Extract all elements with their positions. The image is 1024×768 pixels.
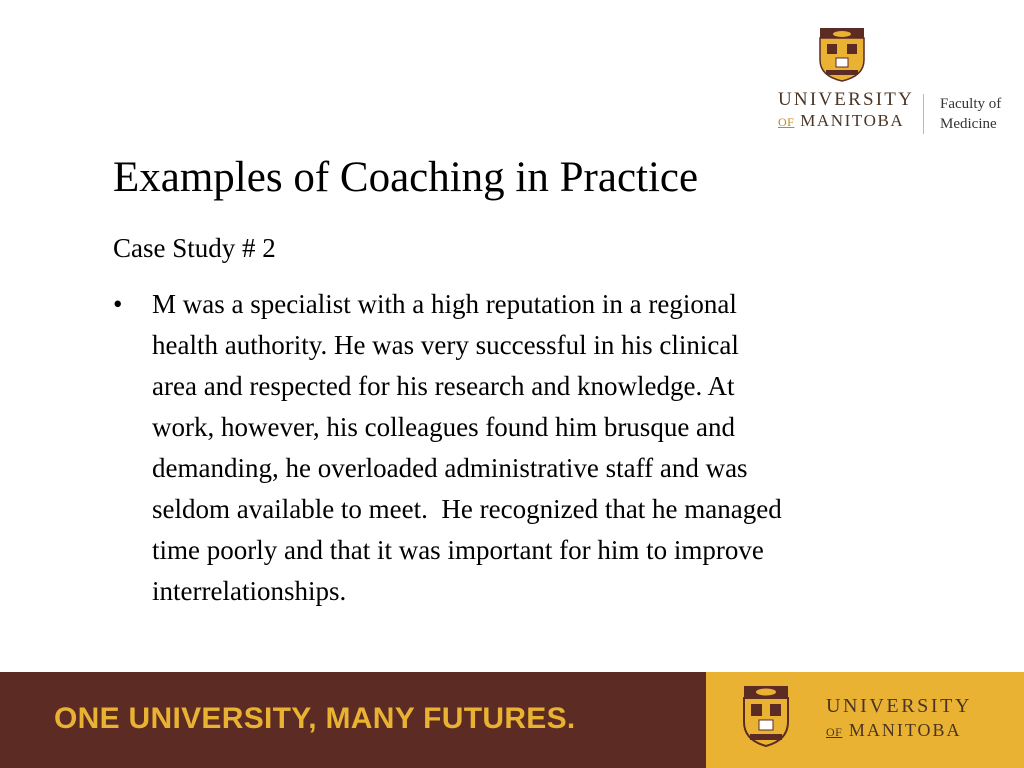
manitoba-text: MANITOBA bbox=[800, 111, 905, 130]
university-name: UNIVERSITY bbox=[778, 89, 914, 110]
footer-university-wordmark bbox=[826, 694, 972, 744]
bullet-line: work, however, his colleagues found him brusque and bbox=[152, 412, 736, 442]
bullet-line: interrelationships. bbox=[152, 576, 347, 606]
faculty-line-1: Faculty of bbox=[940, 96, 1002, 112]
logo-divider bbox=[923, 94, 924, 134]
footer-of-text: OF bbox=[826, 725, 843, 739]
bullet-line: time poorly and that it was important for him to improve bbox=[152, 535, 764, 565]
university-crest-icon bbox=[742, 684, 790, 748]
footer-university-name: UNIVERSITY bbox=[826, 695, 972, 717]
bullet-line: M was a specialist with a high reputation in a regional bbox=[152, 289, 737, 319]
faculty-name bbox=[940, 94, 1001, 134]
bullet-line: seldom available to meet. He recognized that he managed bbox=[152, 494, 782, 524]
university-wordmark bbox=[778, 89, 914, 133]
university-crest-icon bbox=[818, 26, 866, 82]
bullet-line: health authority. He was very successful in his clinical bbox=[152, 330, 739, 360]
university-logo-top bbox=[778, 26, 1018, 136]
slide-subtitle: Case Study # 2 bbox=[113, 233, 276, 263]
footer-manitoba-text: MANITOBA bbox=[848, 720, 962, 740]
manitoba-line bbox=[778, 110, 908, 133]
footer-logo-panel bbox=[706, 672, 1024, 768]
footer-banner bbox=[0, 672, 1024, 768]
bullet-line: demanding, he overloaded administrative staff and was bbox=[152, 453, 748, 483]
of-text: OF bbox=[778, 115, 795, 129]
slide-title: Examples of Coaching in Practice bbox=[113, 154, 699, 201]
footer-slogan-panel bbox=[0, 672, 706, 768]
bullet-line: area and respected for his research and knowledge. At bbox=[152, 371, 735, 401]
bullet-text bbox=[152, 284, 952, 612]
bullet-marker: • bbox=[113, 289, 123, 319]
faculty-line-2: Medicine bbox=[940, 116, 997, 132]
footer-slogan: ONE UNIVERSITY, MANY FUTURES. bbox=[54, 702, 576, 735]
footer-manitoba-line bbox=[826, 718, 972, 744]
